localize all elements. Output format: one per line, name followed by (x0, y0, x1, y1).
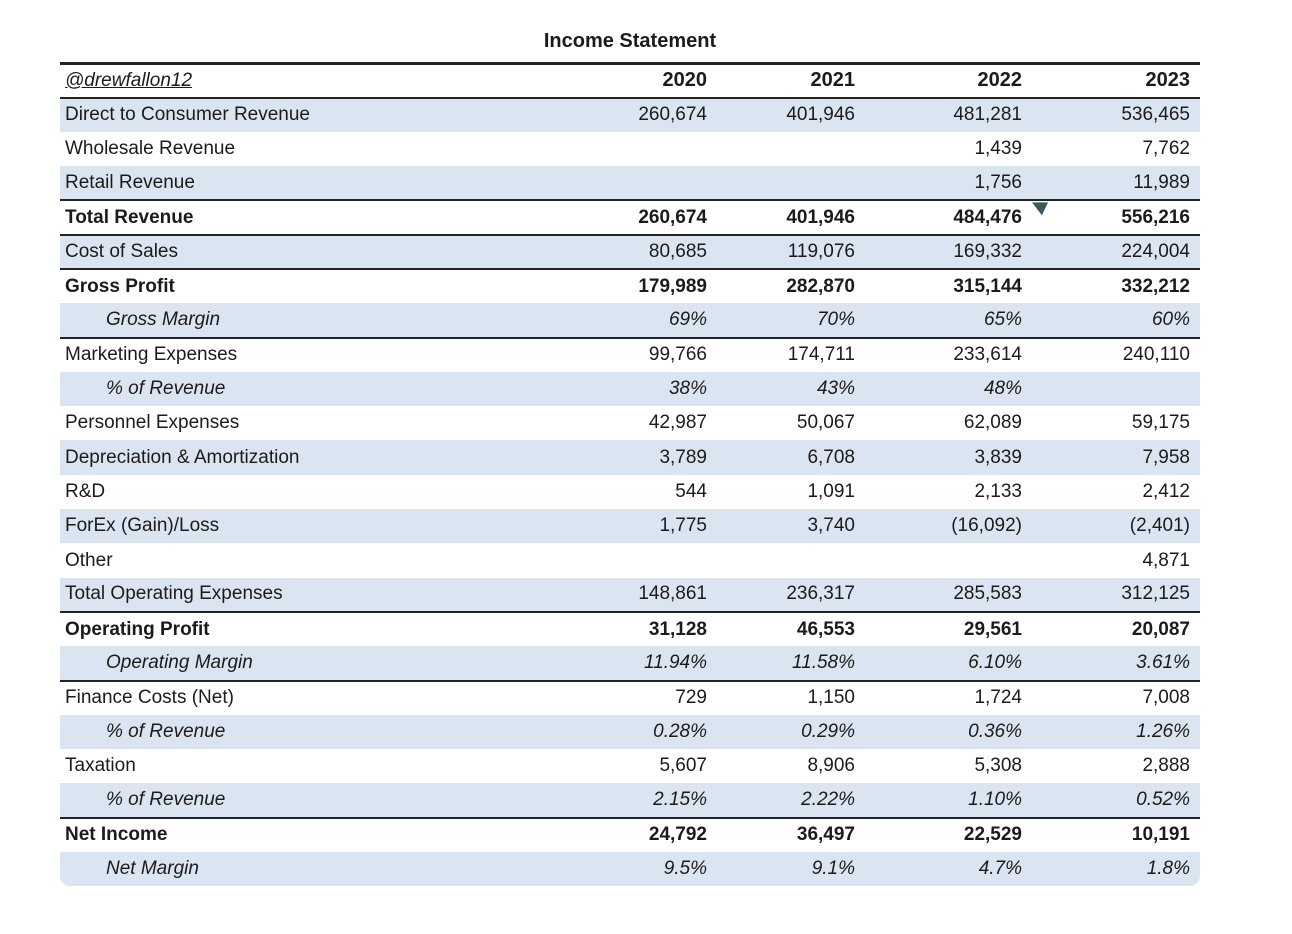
cell-value[interactable]: 99,766 (648, 344, 707, 366)
table-row (60, 818, 1200, 852)
cell-value[interactable]: 10,191 (1131, 824, 1190, 846)
table-row (60, 98, 1200, 132)
cell-value[interactable]: 4,871 (1142, 549, 1190, 571)
cell-value[interactable]: 315,144 (953, 275, 1022, 297)
row-label[interactable]: Personnel Expenses (65, 412, 240, 434)
cell-value[interactable]: 169,332 (865, 235, 1032, 269)
cell-value[interactable]: 0.36% (865, 715, 1032, 749)
table-row (60, 372, 1200, 406)
row-label[interactable]: Marketing Expenses (65, 344, 238, 366)
table-row (60, 681, 1200, 715)
cell-value[interactable]: 48% (865, 372, 1032, 406)
cell-value[interactable]: 536,465 (1032, 98, 1200, 132)
cell-value[interactable]: 11,989 (1032, 166, 1200, 200)
row-label[interactable]: Total Revenue (65, 206, 194, 228)
cell-value[interactable]: 2,412 (1142, 480, 1190, 502)
table-row (60, 132, 1200, 166)
cell-value[interactable]: 8,906 (807, 755, 855, 777)
table-row (60, 783, 1200, 817)
cell-value[interactable]: 729 (675, 687, 707, 709)
cell-value[interactable]: 38% (569, 372, 717, 406)
cell-value[interactable]: 285,583 (865, 578, 1032, 612)
cell-value[interactable]: 22,529 (963, 824, 1022, 846)
row-label[interactable]: Gross Profit (65, 275, 175, 297)
row-label[interactable]: R&D (65, 480, 106, 502)
row-label[interactable]: Net Margin (60, 852, 569, 886)
table-row (60, 406, 1200, 440)
cell-value[interactable]: 46,553 (796, 618, 855, 640)
cell-value[interactable]: 29,561 (963, 618, 1022, 640)
cell-value[interactable]: 1.10% (865, 783, 1032, 817)
year-header-2021[interactable]: 2021 (810, 69, 855, 92)
cell-value[interactable]: (2,401) (1032, 509, 1200, 543)
cell-value[interactable]: 42,987 (648, 412, 707, 434)
table-row (60, 338, 1200, 372)
cell-value[interactable] (1032, 372, 1200, 406)
cell-value[interactable]: 36,497 (796, 824, 855, 846)
cell-value[interactable]: 1,091 (807, 480, 855, 502)
cell-value[interactable]: 5,308 (974, 755, 1022, 777)
cell-value[interactable]: 1,150 (807, 687, 855, 709)
cell-value[interactable]: 6,708 (717, 440, 865, 474)
table-row (60, 303, 1200, 337)
cell-value[interactable] (717, 166, 865, 200)
year-header-2023[interactable]: 2023 (1145, 69, 1190, 92)
cell-value[interactable]: 0.52% (1032, 783, 1200, 817)
cell-value[interactable] (717, 543, 865, 577)
cell-value[interactable]: 2,888 (1142, 755, 1190, 777)
table-row (60, 235, 1200, 269)
cell-value[interactable]: (16,092) (865, 509, 1032, 543)
cell-value[interactable] (865, 543, 1032, 577)
row-label[interactable]: Depreciation & Amortization (60, 440, 569, 474)
cell-value[interactable]: 2.22% (717, 783, 865, 817)
cell-value[interactable]: 7,008 (1142, 687, 1190, 709)
header-row (60, 64, 1200, 98)
cell-value[interactable]: 240,110 (1122, 344, 1190, 366)
cell-value[interactable]: 50,067 (796, 412, 855, 434)
cell-value[interactable]: 119,076 (717, 235, 865, 269)
row-label[interactable]: Taxation (65, 755, 136, 777)
row-label[interactable]: Gross Margin (60, 303, 569, 337)
row-label[interactable]: % of Revenue (60, 783, 569, 817)
cell-value[interactable]: 1,439 (974, 137, 1022, 159)
table-row (60, 578, 1200, 612)
cell-value[interactable]: 9.1% (717, 852, 865, 886)
cell-value[interactable]: 233,614 (953, 344, 1022, 366)
cell-value[interactable]: 556,216 (1121, 206, 1190, 228)
cell-value[interactable]: 7,958 (1032, 440, 1200, 474)
cell-value[interactable]: 1,724 (974, 687, 1022, 709)
cell-value[interactable]: 1,756 (865, 166, 1032, 200)
cell-value[interactable]: 4.7% (865, 852, 1032, 886)
account-handle[interactable]: @drewfallon12 (65, 69, 193, 91)
income-table-rows (60, 98, 1200, 887)
cell-value[interactable]: 9.5% (569, 852, 717, 886)
cell-value[interactable]: 11.94% (569, 646, 717, 680)
cell-value[interactable]: 312,125 (1032, 578, 1200, 612)
cell-value[interactable]: 31,128 (648, 618, 707, 640)
table-row (60, 269, 1200, 303)
page-title: Income Statement (543, 30, 717, 52)
cell-value[interactable]: 0.28% (569, 715, 717, 749)
cell-value[interactable]: 43% (717, 372, 865, 406)
cell-value[interactable]: 3,839 (865, 440, 1032, 474)
cell-value[interactable]: 282,870 (786, 275, 855, 297)
cell-value[interactable]: 1.26% (1032, 715, 1200, 749)
row-label[interactable]: Other (65, 549, 113, 571)
cell-value[interactable]: 1,775 (569, 509, 717, 543)
income-statement-sheet (60, 28, 1200, 886)
cell-value[interactable]: 3.61% (1032, 646, 1200, 680)
cell-value[interactable]: 65% (865, 303, 1032, 337)
cell-value[interactable]: 20,087 (1131, 618, 1190, 640)
row-label[interactable]: Cost of Sales (60, 235, 569, 269)
row-label[interactable]: Operating Margin (60, 646, 569, 680)
cell-value[interactable]: 2.15% (569, 783, 717, 817)
cell-value[interactable]: 11.58% (717, 646, 865, 680)
cell-value[interactable]: 7,762 (1142, 137, 1190, 159)
cell-value[interactable]: 3,789 (569, 440, 717, 474)
row-label[interactable]: Wholesale Revenue (65, 137, 236, 159)
cell-value[interactable]: 2,133 (974, 480, 1022, 502)
cell-value[interactable] (569, 543, 717, 577)
cell-value[interactable]: 6.10% (865, 646, 1032, 680)
table-row (60, 166, 1200, 200)
row-label[interactable]: ForEx (Gain)/Loss (60, 509, 569, 543)
cell-value[interactable]: 1.8% (1032, 852, 1200, 886)
cell-value[interactable]: 224,004 (1032, 235, 1200, 269)
cell-value[interactable]: 484,476 (865, 200, 1032, 234)
cell-value[interactable]: 3,740 (717, 509, 865, 543)
cell-value[interactable]: 0.29% (717, 715, 865, 749)
table-row (60, 749, 1200, 783)
cell-value[interactable]: 69% (569, 303, 717, 337)
table-row (60, 200, 1200, 234)
cell-value[interactable]: 60% (1032, 303, 1200, 337)
table-row (60, 715, 1200, 749)
cell-value[interactable]: 174,711 (787, 344, 855, 366)
cell-value[interactable]: 179,989 (638, 275, 707, 297)
year-header-2022[interactable]: 2022 (977, 69, 1022, 92)
table-row (60, 440, 1200, 474)
income-statement-table (60, 62, 1200, 886)
row-label[interactable]: Total Operating Expenses (60, 578, 569, 612)
row-label[interactable]: Direct to Consumer Revenue (60, 98, 569, 132)
cell-value[interactable]: 70% (717, 303, 865, 337)
cell-value[interactable]: 401,946 (786, 206, 855, 228)
row-label[interactable]: Operating Profit (65, 618, 210, 640)
row-label[interactable]: Finance Costs (Net) (65, 687, 234, 709)
cell-value[interactable] (717, 132, 865, 166)
cell-value[interactable] (569, 166, 717, 200)
cell-value[interactable]: 24,792 (648, 824, 707, 846)
cell-value[interactable]: 62,089 (963, 412, 1022, 434)
cell-value[interactable]: 59,175 (1131, 412, 1190, 434)
table-row (60, 612, 1200, 646)
year-header-2020[interactable]: 2020 (662, 69, 707, 92)
cell-value[interactable]: 260,674 (569, 98, 717, 132)
row-label[interactable]: Net Income (65, 824, 168, 846)
table-row (60, 646, 1200, 680)
cell-value[interactable]: 332,212 (1121, 275, 1190, 297)
cell-value[interactable]: 401,946 (717, 98, 865, 132)
row-label[interactable]: % of Revenue (60, 715, 569, 749)
cell-value[interactable]: 260,674 (638, 206, 707, 228)
table-row (60, 475, 1200, 509)
cell-value[interactable]: 236,317 (717, 578, 865, 612)
cell-value[interactable]: 5,607 (659, 755, 707, 777)
cell-value[interactable]: 544 (675, 480, 707, 502)
table-row (60, 509, 1200, 543)
table-row (60, 852, 1200, 886)
row-label[interactable]: % of Revenue (60, 372, 569, 406)
cell-value[interactable] (569, 132, 717, 166)
row-label[interactable]: Retail Revenue (60, 166, 569, 200)
cell-value[interactable]: 148,861 (569, 578, 717, 612)
cell-value[interactable]: 80,685 (569, 235, 717, 269)
table-row (60, 543, 1200, 577)
cell-value[interactable]: 481,281 (865, 98, 1032, 132)
